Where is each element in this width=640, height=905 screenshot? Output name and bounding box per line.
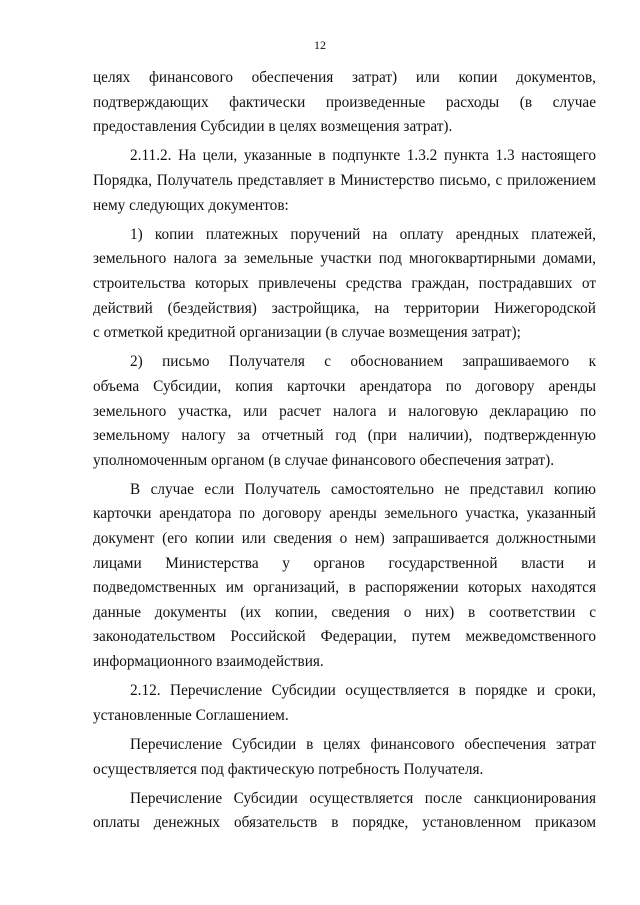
text-line: лицами Министерства у органов государственной власти и [93, 554, 596, 572]
page-number: 12 [314, 38, 326, 52]
text-line: действий (бездействия) застройщика, на территории Нижегородской [93, 299, 596, 317]
text-line: 2) письмо Получателя с обоснованием запрашиваемого к [130, 353, 596, 371]
text-line: с отметкой кредитной организации (в случае возмещения затрат); [93, 324, 521, 342]
text-line: строительства которых привлечены средства граждан, пострадавших от [93, 274, 596, 292]
document-body [93, 66, 596, 841]
text-line: нему следующих документов: [93, 196, 289, 214]
text-line: подведомственных им организаций, в распоряжении которых находятся [93, 579, 596, 597]
text-line: данные документы (их копии, сведения о них) в соответствии с [93, 603, 596, 621]
text-line: карточки арендатора по договору аренды земельного участка, указанный [93, 505, 596, 523]
text-line: документ (его копии или сведения о нем) запрашивается должностными [93, 530, 596, 548]
text-line: земельному налогу за отчетный год (при наличии), подтвержденную [93, 427, 596, 445]
text-line: уполномоченным органом (в случае финансового обеспечения затрат). [93, 451, 555, 469]
text-line: Порядка, Получатель представляет в Министерство письмо, с приложением [93, 171, 596, 189]
text-line: 2.11.2. На цели, указанные в подпункте 1.3.2 пункта 1.3 настоящего [130, 147, 596, 165]
text-line: оплаты денежных обязательств в порядке, установленном приказом [93, 814, 596, 832]
text-line: Перечисление Субсидии осуществляется после санкционирования [130, 789, 596, 807]
paragraph-2-11-2 [93, 144, 596, 218]
paragraph-2-12 [93, 679, 596, 728]
paragraph-item-2 [93, 350, 596, 473]
text-line: информационного взаимодействия. [93, 653, 324, 671]
text-line: 2.12. Перечисление Субсидии осуществляется в порядке и сроки, [130, 682, 596, 700]
paragraph-request-case [93, 478, 596, 675]
paragraph-item-1 [93, 223, 596, 346]
text-line: Перечисление Субсидии в целях финансового обеспечения затрат [130, 736, 596, 753]
paragraph-transfer-needs [93, 733, 596, 782]
text-line: В случае если Получатель самостоятельно не представил копию [130, 480, 596, 498]
text-line: осуществляется под фактическую потребность Получателя. [93, 760, 484, 778]
paragraph-transfer-after-sanction [93, 787, 596, 836]
text-line: законодательством Российской Федерации, путем межведомственного [93, 628, 596, 646]
text-line: установленные Соглашением. [93, 706, 289, 724]
text-line: целях финансового обеспечения затрат) или копии документов, [93, 69, 596, 86]
paragraph-continuation [93, 66, 596, 140]
text-line: земельного налога за земельные участки под многоквартирными домами, [93, 250, 596, 268]
text-line: 1) копии платежных поручений на оплату арендных платежей, [130, 225, 596, 243]
text-line: подтверждающих фактически произведенные расходы (в случае [93, 93, 596, 111]
text-line: земельного участка, или расчет налога и налоговую декларацию по [93, 402, 596, 420]
text-line: предоставления Субсидии в целях возмещения затрат). [93, 118, 453, 136]
text-line: объема Субсидии, копия карточки арендатора по договору аренды [93, 377, 596, 395]
